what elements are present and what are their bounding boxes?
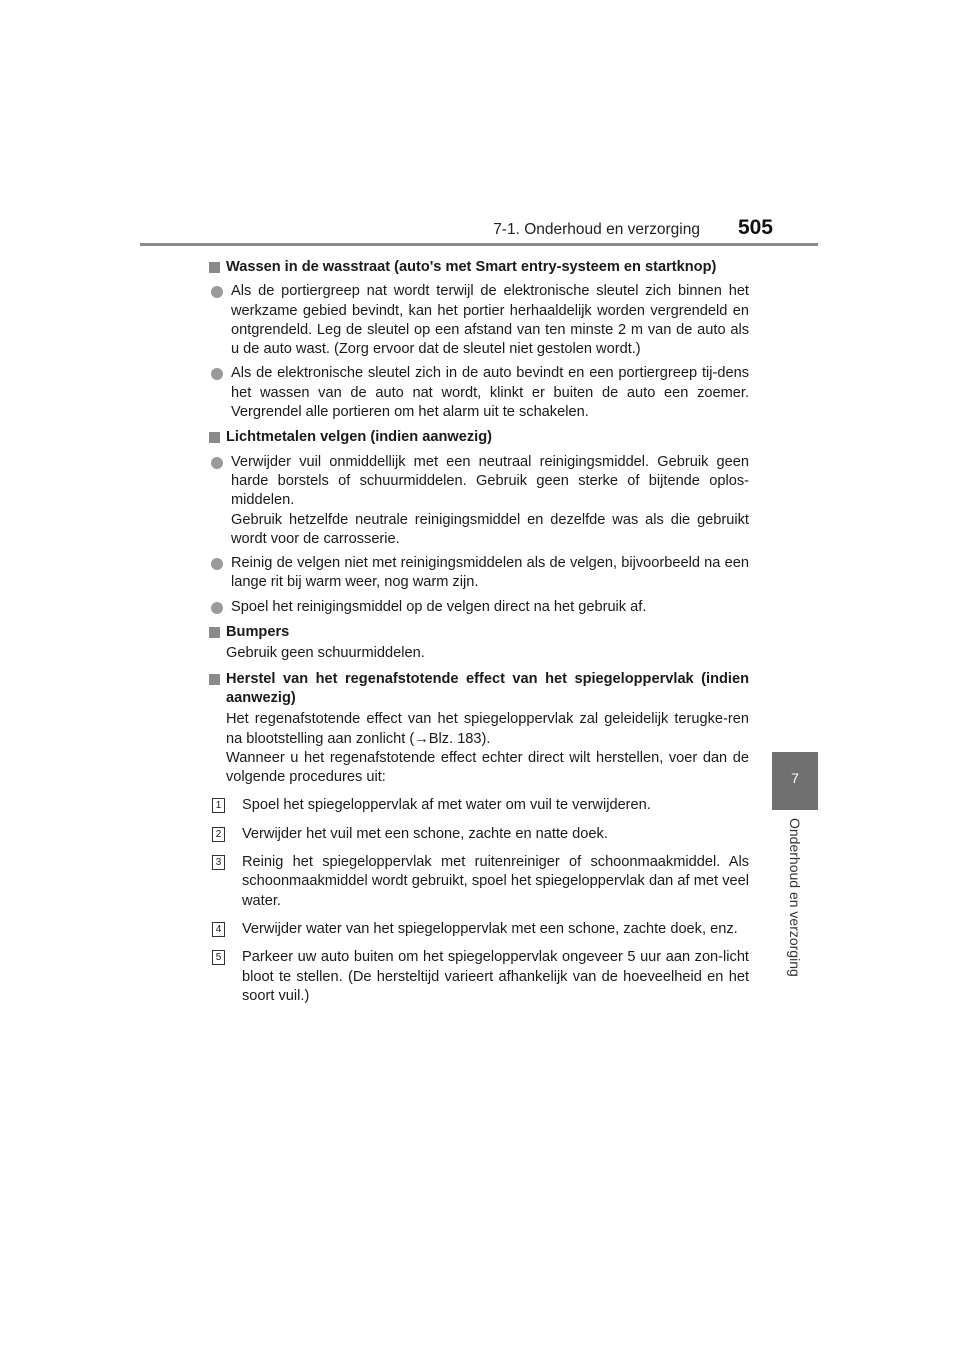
round-bullet-icon — [211, 558, 223, 570]
page-header — [140, 212, 818, 242]
round-bullet-icon — [211, 286, 223, 298]
section-heading: Bumpers — [209, 623, 749, 642]
section-heading: Wassen in de wasstraat (auto's met Smart entry-systeem en startknop) — [209, 258, 749, 277]
header-divider — [140, 243, 818, 246]
step-number: 4 — [212, 922, 225, 937]
bullet-item: Reinig de velgen niet met reinigingsmiddelen als de velgen, bijvoorbeeld na een lange rit bij warm weer, nog warm zijn. — [211, 554, 749, 593]
section-title: 7-1. Onderhoud en verzorging — [493, 221, 700, 238]
step-item: 3 Reinig het spiegeloppervlak met ruitenreiniger of schoonmaakmiddel. Als schoonmaakmiddel wordt gebruikt, spoel het spiegeloppervlak dan af met veel water. — [212, 853, 749, 911]
square-bullet-icon — [209, 432, 220, 443]
step-item: 1 Spoel het spiegeloppervlak af met water om vuil te verwijderen. — [212, 796, 749, 815]
step-number: 1 — [212, 798, 225, 813]
chapter-side-label: Onderhoud en verzorging — [787, 818, 803, 977]
bullet-item: Als de elektronische sleutel zich in de auto bevindt en een portiergreep tij-dens het wassen van de auto nat wordt, klinkt er buiten de auto een zoemer. Vergrendel alle portieren om het alarm uit te schakelen. — [211, 364, 749, 422]
step-item: 5 Parkeer uw auto buiten om het spiegeloppervlak ongeveer 5 uur aan zon-licht bloot te stellen. (De hersteltijd varieert afhankelijk van de hoeveelheid en het soort vuil.) — [212, 948, 749, 1006]
paragraph: Gebruik geen schuurmiddelen. — [226, 645, 425, 662]
round-bullet-icon — [211, 457, 223, 469]
bullet-item: Spoel het reinigingsmiddel op de velgen direct na het gebruik af. — [211, 598, 749, 617]
round-bullet-icon — [211, 602, 223, 614]
section-heading: Lichtmetalen velgen (indien aanwezig) — [209, 428, 749, 447]
round-bullet-icon — [211, 368, 223, 380]
square-bullet-icon — [209, 674, 220, 685]
step-number: 3 — [212, 855, 225, 870]
step-number: 2 — [212, 827, 225, 842]
section-heading: Herstel van het regenafstotende effect van het spiegeloppervlak (indien aanwezig) — [209, 670, 749, 709]
step-item: 4 Verwijder water van het spiegeloppervlak met een schone, zachte doek, enz. — [212, 920, 749, 939]
page-content — [209, 252, 749, 1006]
chapter-number: 7 — [791, 770, 799, 786]
square-bullet-icon — [209, 627, 220, 638]
square-bullet-icon — [209, 262, 220, 273]
page-number: 505 — [737, 216, 773, 239]
step-number: 5 — [212, 950, 225, 965]
paragraph: Het regenafstotende effect van het spiegeloppervlak zal geleidelijk terugke-ren na blootstelling aan zonlicht (→Blz. 183). Wanneer u het regenafstotende effect echter direct wilt herstellen, voer dan de volgende procedures uit: — [226, 711, 749, 786]
bullet-item: Als de portiergreep nat wordt terwijl de elektronische sleutel zich binnen het werkzame gebied bevindt, kan het portier herhaaldelijk worden vergrendeld en ontgrendeld. Leg de sleutel op een afstand van ten minste 2 m van de auto als u de auto wast. (Zorg ervoor dat de sleutel niet gestolen wordt.) — [211, 282, 749, 359]
bullet-item: Verwijder vuil onmiddellijk met een neutraal reinigingsmiddel. Gebruik geen harde borstels of schuurmiddelen. Gebruik geen sterke of bijtende oplos-middelen. Gebruik hetzelfde neutrale reinigingsmiddel en dezelfde was als die gebruikt wordt voor de carrosserie. — [211, 453, 749, 549]
step-item: 2 Verwijder het vuil met een schone, zachte en natte doek. — [212, 825, 749, 844]
chapter-tab — [772, 752, 818, 810]
